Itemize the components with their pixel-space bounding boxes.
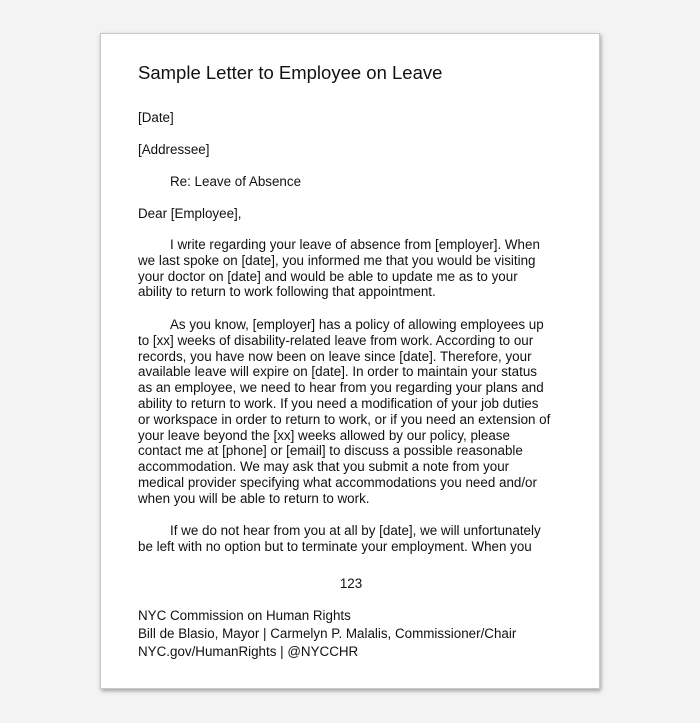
paragraph-line: be left with no option but to terminate your employment. When you xyxy=(138,538,532,554)
paragraph-3 xyxy=(138,523,568,555)
paragraph-line: to [xx] weeks of disability-related leave from work. According to our xyxy=(138,332,534,348)
paragraph-line: ability to return to work following that appointment. xyxy=(138,284,436,300)
paragraph-line: or workspace in order to return to work, or if you need an extension of xyxy=(138,411,551,427)
paragraph-line: your leave beyond the [xx] weeks allowed by our policy, please xyxy=(138,427,510,443)
paragraph-1 xyxy=(138,237,568,300)
paragraph-line: as an employee, we need to hear from you regarding your plans and xyxy=(138,380,544,396)
footer-organization: NYC Commission on Human Rights xyxy=(138,608,351,623)
date-line: [Date] xyxy=(138,110,174,125)
footer-contact: NYC.gov/HumanRights | @NYCCHR xyxy=(138,644,359,659)
footer-officials: Bill de Blasio, Mayor | Carmelyn P. Malalis, Commissioner/Chair xyxy=(138,626,517,641)
document-page xyxy=(100,33,600,689)
footer xyxy=(138,607,516,661)
paragraph-2 xyxy=(138,317,568,507)
paragraph-line: accommodation. We may ask that you submit a note from your xyxy=(138,459,510,475)
page-number: 123 xyxy=(339,576,363,591)
addressee-line: [Addressee] xyxy=(138,142,210,157)
salutation: Dear [Employee], xyxy=(138,206,242,221)
paragraph-line: we last spoke on [date], you informed me that you would be visiting xyxy=(138,252,536,268)
paragraph-line: records, you have now been on leave since [date]. Therefore, your xyxy=(138,348,532,364)
paragraph-line: I write regarding your leave of absence from [employer]. When xyxy=(170,237,540,252)
paragraph-line: medical provider specifying what accommodations you need and/or xyxy=(138,474,537,490)
document-title: Sample Letter to Employee on Leave xyxy=(138,62,443,83)
paragraph-line: If we do not hear from you at all by [date], we will unfortunately xyxy=(170,523,541,538)
paragraph-line: ability to return to work. If you need a modification of your job duties xyxy=(138,395,539,411)
paragraph-line: As you know, [employer] has a policy of allowing employees up xyxy=(170,317,544,332)
paragraph-line: your doctor on [date] and would be able to update me as to your xyxy=(138,268,518,284)
paragraph-line: when you will be able to return to work. xyxy=(138,490,370,506)
paragraph-line: contact me at [phone] or [email] to discuss a possible reasonable xyxy=(138,443,523,459)
re-line: Re: Leave of Absence xyxy=(170,174,302,189)
paragraph-line: available leave will expire on [date]. In order to maintain your status xyxy=(138,364,537,380)
